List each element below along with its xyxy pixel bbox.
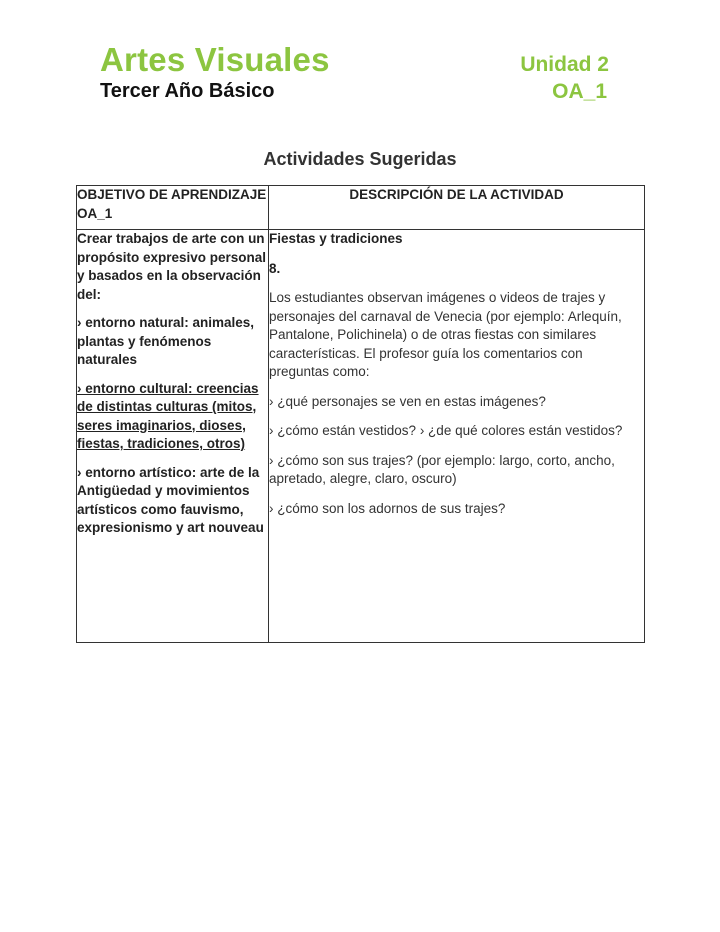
activity-question: › ¿cómo son sus trajes? (por ejemplo: largo, corto, ancho, apretado, alegre, claro, oscuro) bbox=[269, 452, 615, 486]
oa-label: OA_1 bbox=[552, 80, 607, 103]
objective-item-cultural: › entorno cultural: creencias de distintas culturas (mitos, seres imaginarios, dioses, fiestas, tradiciones, otros) bbox=[77, 380, 259, 451]
activity-question: › ¿qué personajes se ven en estas imágenes? bbox=[269, 393, 546, 409]
objective-item-natural: › entorno natural: animales, plantas y fenómenos naturales bbox=[77, 315, 255, 367]
objective-main-text: Crear trabajos de arte con un propósito expresivo personal y basados en la observación del: bbox=[77, 231, 267, 302]
table-row bbox=[77, 230, 645, 643]
objective-header: OBJETIVO DE APRENDIZAJE OA_1 bbox=[77, 186, 269, 230]
objective-cell bbox=[77, 230, 269, 643]
table-header-row bbox=[77, 186, 645, 230]
unit-label: Unidad 2 bbox=[520, 53, 609, 76]
activity-question: › ¿cómo son los adornos de sus trajes? bbox=[269, 500, 506, 516]
activity-title: Fiestas y tradiciones bbox=[269, 231, 403, 246]
activities-table bbox=[76, 185, 645, 643]
activity-question: › ¿cómo están vestidos? › ¿de qué colores están vestidos? bbox=[269, 423, 623, 438]
activity-number: 8. bbox=[269, 260, 281, 276]
description-header: DESCRIPCIÓN DE LA ACTIVIDAD bbox=[269, 186, 645, 230]
subject-title: Artes Visuales bbox=[100, 41, 330, 78]
section-title: Actividades Sugeridas bbox=[263, 149, 457, 169]
objective-item-artistic: › entorno artístico: arte de la Antigüedad y movimientos artísticos como fauvismo, expresionismo y art nouveau bbox=[77, 464, 264, 535]
activity-intro: Los estudiantes observan imágenes o videos de trajes y personajes del carnaval de Venecia (por ejemplo: Arlequín, Pantalone, Polichinela) o de otras fiestas con similares características. El profesor guía los comentarios con preguntas como: bbox=[269, 290, 622, 379]
grade-subtitle: Tercer Año Básico bbox=[100, 80, 275, 102]
activity-cell bbox=[269, 230, 645, 643]
